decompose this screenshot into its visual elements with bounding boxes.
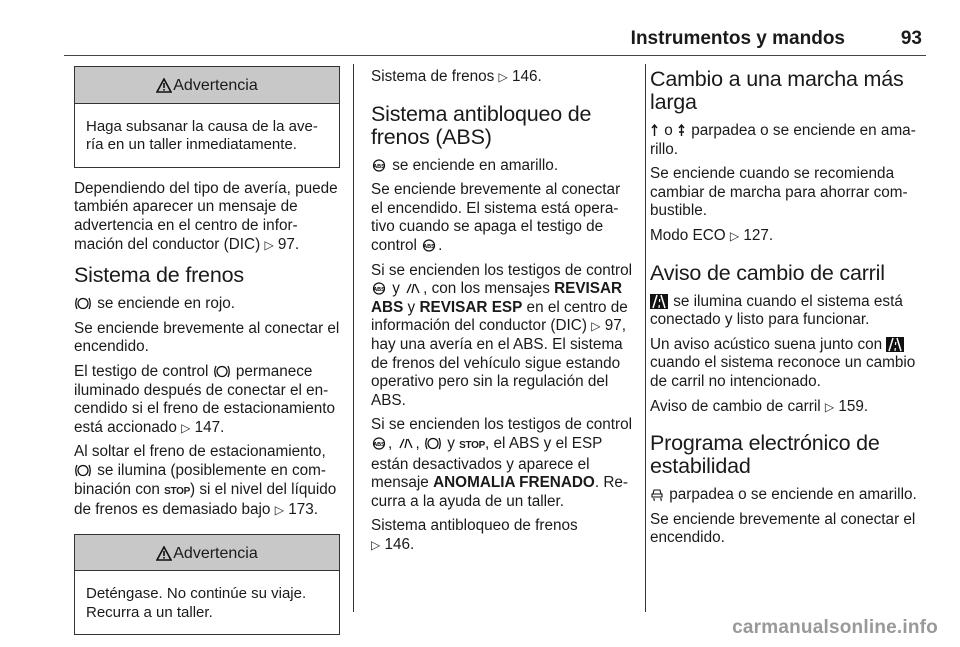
shift-up-icon: [650, 123, 659, 138]
paragraph-eco: [650, 227, 928, 246]
paragraph-brevemente-abs: [371, 181, 633, 255]
text: y: [388, 280, 405, 298]
svg-text:ABS: ABS: [423, 243, 435, 250]
paragraph-si-2: [371, 416, 633, 511]
text: Se enciende brevemente al conectar el encendido. El sistema está operativo cuando se apaga el testigo de control: [371, 181, 621, 254]
warning-triangle-icon: [156, 78, 172, 93]
text: permanece iluminado después de conectar el encendido si el freno de estacionamiento está accionado: [74, 362, 336, 436]
text: Aviso de cambio de carril: [650, 397, 825, 415]
text: Modo ECO: [650, 226, 730, 244]
brake-warning-icon: [424, 436, 442, 451]
heading-esp: Programa electrónico de estabilidad: [650, 431, 880, 479]
text: Si se encienden los testigos de control: [371, 261, 633, 279]
page-ref-icon: ▷: [591, 319, 601, 334]
text: 97, hay una avería en el ABS. El sistema de frenos del vehículo sigue estando operativo pero sin la regulación del ABS.: [371, 317, 626, 409]
abs-icon: [421, 238, 437, 253]
page-ref: 159.: [838, 397, 869, 415]
esp-car-skid-icon: [650, 487, 664, 502]
header-title: Instrumentos y mandos: [630, 28, 845, 49]
column-2: [371, 68, 633, 560]
esp-skid-icon: [404, 281, 422, 296]
text: Al soltar el freno de estacionamiento,: [74, 443, 326, 461]
paragraph-brevemente: Se enciende brevemente al conectar el encendido.: [74, 319, 340, 356]
heading-sistema-frenos: Sistema de frenos: [74, 263, 244, 288]
page-ref-icon: ▷: [498, 70, 508, 84]
text: parpadea o se enciende en amarillo.: [650, 122, 916, 158]
paragraph-testigo: [74, 363, 340, 437]
column-3: [650, 68, 928, 554]
stop-icon: STOP: [164, 485, 191, 497]
text: Un aviso acústico suena junto con: [650, 335, 887, 353]
warning-title: Advertencia: [173, 544, 258, 562]
page-ref: 147.: [194, 418, 225, 436]
paragraph-soltar: [74, 443, 340, 519]
text: , el ABS y el ESP están desactivados y aparece el mensaje: [371, 434, 603, 492]
brake-warning-icon: [74, 463, 92, 478]
paragraph-parpadea: [650, 122, 928, 159]
text: y: [443, 434, 460, 452]
paragraph-rojo: [74, 295, 340, 314]
abs-icon: [371, 436, 387, 451]
text: Dependiendo del tipo de avería, puede también aparecer un mensaje de advertencia en el centro de información del conductor (DIC): [74, 179, 338, 253]
page-ref-icon: ▷: [371, 537, 381, 552]
warning-header: [75, 67, 339, 104]
text: .: [438, 236, 443, 254]
paragraph-ilumina: [650, 293, 928, 330]
page-header: [0, 24, 960, 54]
paragraph-recomienda: Se enciende cuando se recomienda cambiar de marcha para ahorrar combustible.: [650, 165, 908, 220]
page-ref-icon: ▷: [274, 503, 284, 518]
paragraph-sistema-frenos: [371, 68, 633, 87]
page-ref-icon: ▷: [729, 228, 740, 243]
text: , con los mensajes: [423, 280, 555, 298]
esp-skid-icon: [397, 436, 415, 451]
heading-cambio-marcha: Cambio a una marcha más larga: [650, 67, 904, 114]
anomalia-frenado-message: ANOMALIA FRENADO: [433, 474, 595, 492]
revisar-esp-message: REVISAR ESP: [419, 298, 523, 316]
page-ref-icon: ▷: [824, 399, 835, 414]
warning-body: Haga subsanar la causa de la avería en un taller inmediatamente.: [86, 117, 318, 154]
text: El testigo de control: [74, 362, 213, 380]
text: ,: [388, 434, 397, 452]
text: ,: [415, 434, 424, 452]
text: se enciende en rojo.: [97, 295, 236, 313]
warning-box-2: [74, 534, 340, 636]
warning-body: Deténgase. No continúe su viaje. Recurra a un taller.: [86, 585, 307, 621]
svg-text:ABS: ABS: [373, 163, 385, 170]
heading-aviso-carril: Aviso de cambio de carril: [650, 260, 885, 285]
text: . Recurra a la ayuda de un taller.: [371, 474, 628, 510]
paragraph-dependiendo: [74, 180, 340, 254]
page-ref: 146.: [512, 68, 542, 85]
svg-text:ABS: ABS: [373, 441, 385, 448]
brake-warning-icon: [213, 364, 231, 379]
revisar-abs-message: REVISAR ABS: [371, 280, 623, 316]
paragraph-amarillo: [371, 157, 633, 176]
paragraph-aviso: [650, 398, 928, 417]
lane-departure-icon: [886, 337, 904, 352]
text: Sistema antibloqueo de frenos: [371, 517, 578, 535]
stop-icon: STOP: [459, 439, 486, 451]
column-divider-1: [353, 64, 354, 612]
brake-warning-icon: [74, 296, 92, 311]
text: parpadea o se enciende en amarillo.: [665, 486, 917, 504]
paragraph-si-1: [371, 262, 633, 411]
text: cuando el sistema reconoce un cambio de carril no intencionado.: [650, 354, 916, 390]
column-1: [74, 66, 340, 647]
text: se ilumina (posiblemente en combinación con: [74, 461, 326, 498]
abs-icon: [371, 281, 387, 296]
text: se ilumina cuando el sistema está conectado y listo para funcionar.: [650, 292, 903, 329]
paragraph-sistema-abs: [371, 517, 633, 554]
warning-box-1: [74, 66, 340, 168]
page-number: 93: [900, 28, 922, 49]
page-ref-icon: ▷: [181, 420, 191, 435]
text: Si se encienden los testigos de control: [371, 416, 633, 434]
text: ) si el nivel del líquido de frenos es demasiado bajo: [74, 480, 337, 519]
text: o: [660, 122, 678, 139]
text: y: [403, 298, 420, 316]
watermark: carmanualsonline.info: [732, 617, 938, 638]
text: en el centro de información del conductor (DIC): [371, 298, 628, 335]
paragraph-esp-brevemente: Se enciende brevemente al conectar el encendido.: [650, 510, 916, 547]
warning-header: [75, 535, 339, 572]
abs-icon: [371, 158, 387, 173]
header-rule: [64, 55, 926, 56]
text: se enciende en amarillo.: [392, 156, 559, 174]
heading-abs: Sistema antibloqueo de frenos (ABS): [371, 101, 592, 149]
warning-title: Advertencia: [173, 77, 258, 94]
page-ref: 173.: [288, 501, 318, 519]
shift-up-icon: [677, 123, 686, 138]
warning-triangle-icon: [156, 546, 172, 561]
paragraph-acustico: [650, 336, 928, 392]
page-ref: 127.: [743, 226, 774, 244]
page-ref: 97.: [277, 235, 300, 253]
svg-text:ABS: ABS: [373, 287, 385, 294]
column-divider-2: [645, 64, 646, 612]
paragraph-esp-parpadea: [650, 486, 928, 505]
page-ref-icon: ▷: [264, 237, 274, 252]
lane-departure-icon: [650, 294, 668, 309]
text: Sistema de frenos: [371, 68, 499, 85]
page-ref: 146.: [384, 535, 415, 553]
